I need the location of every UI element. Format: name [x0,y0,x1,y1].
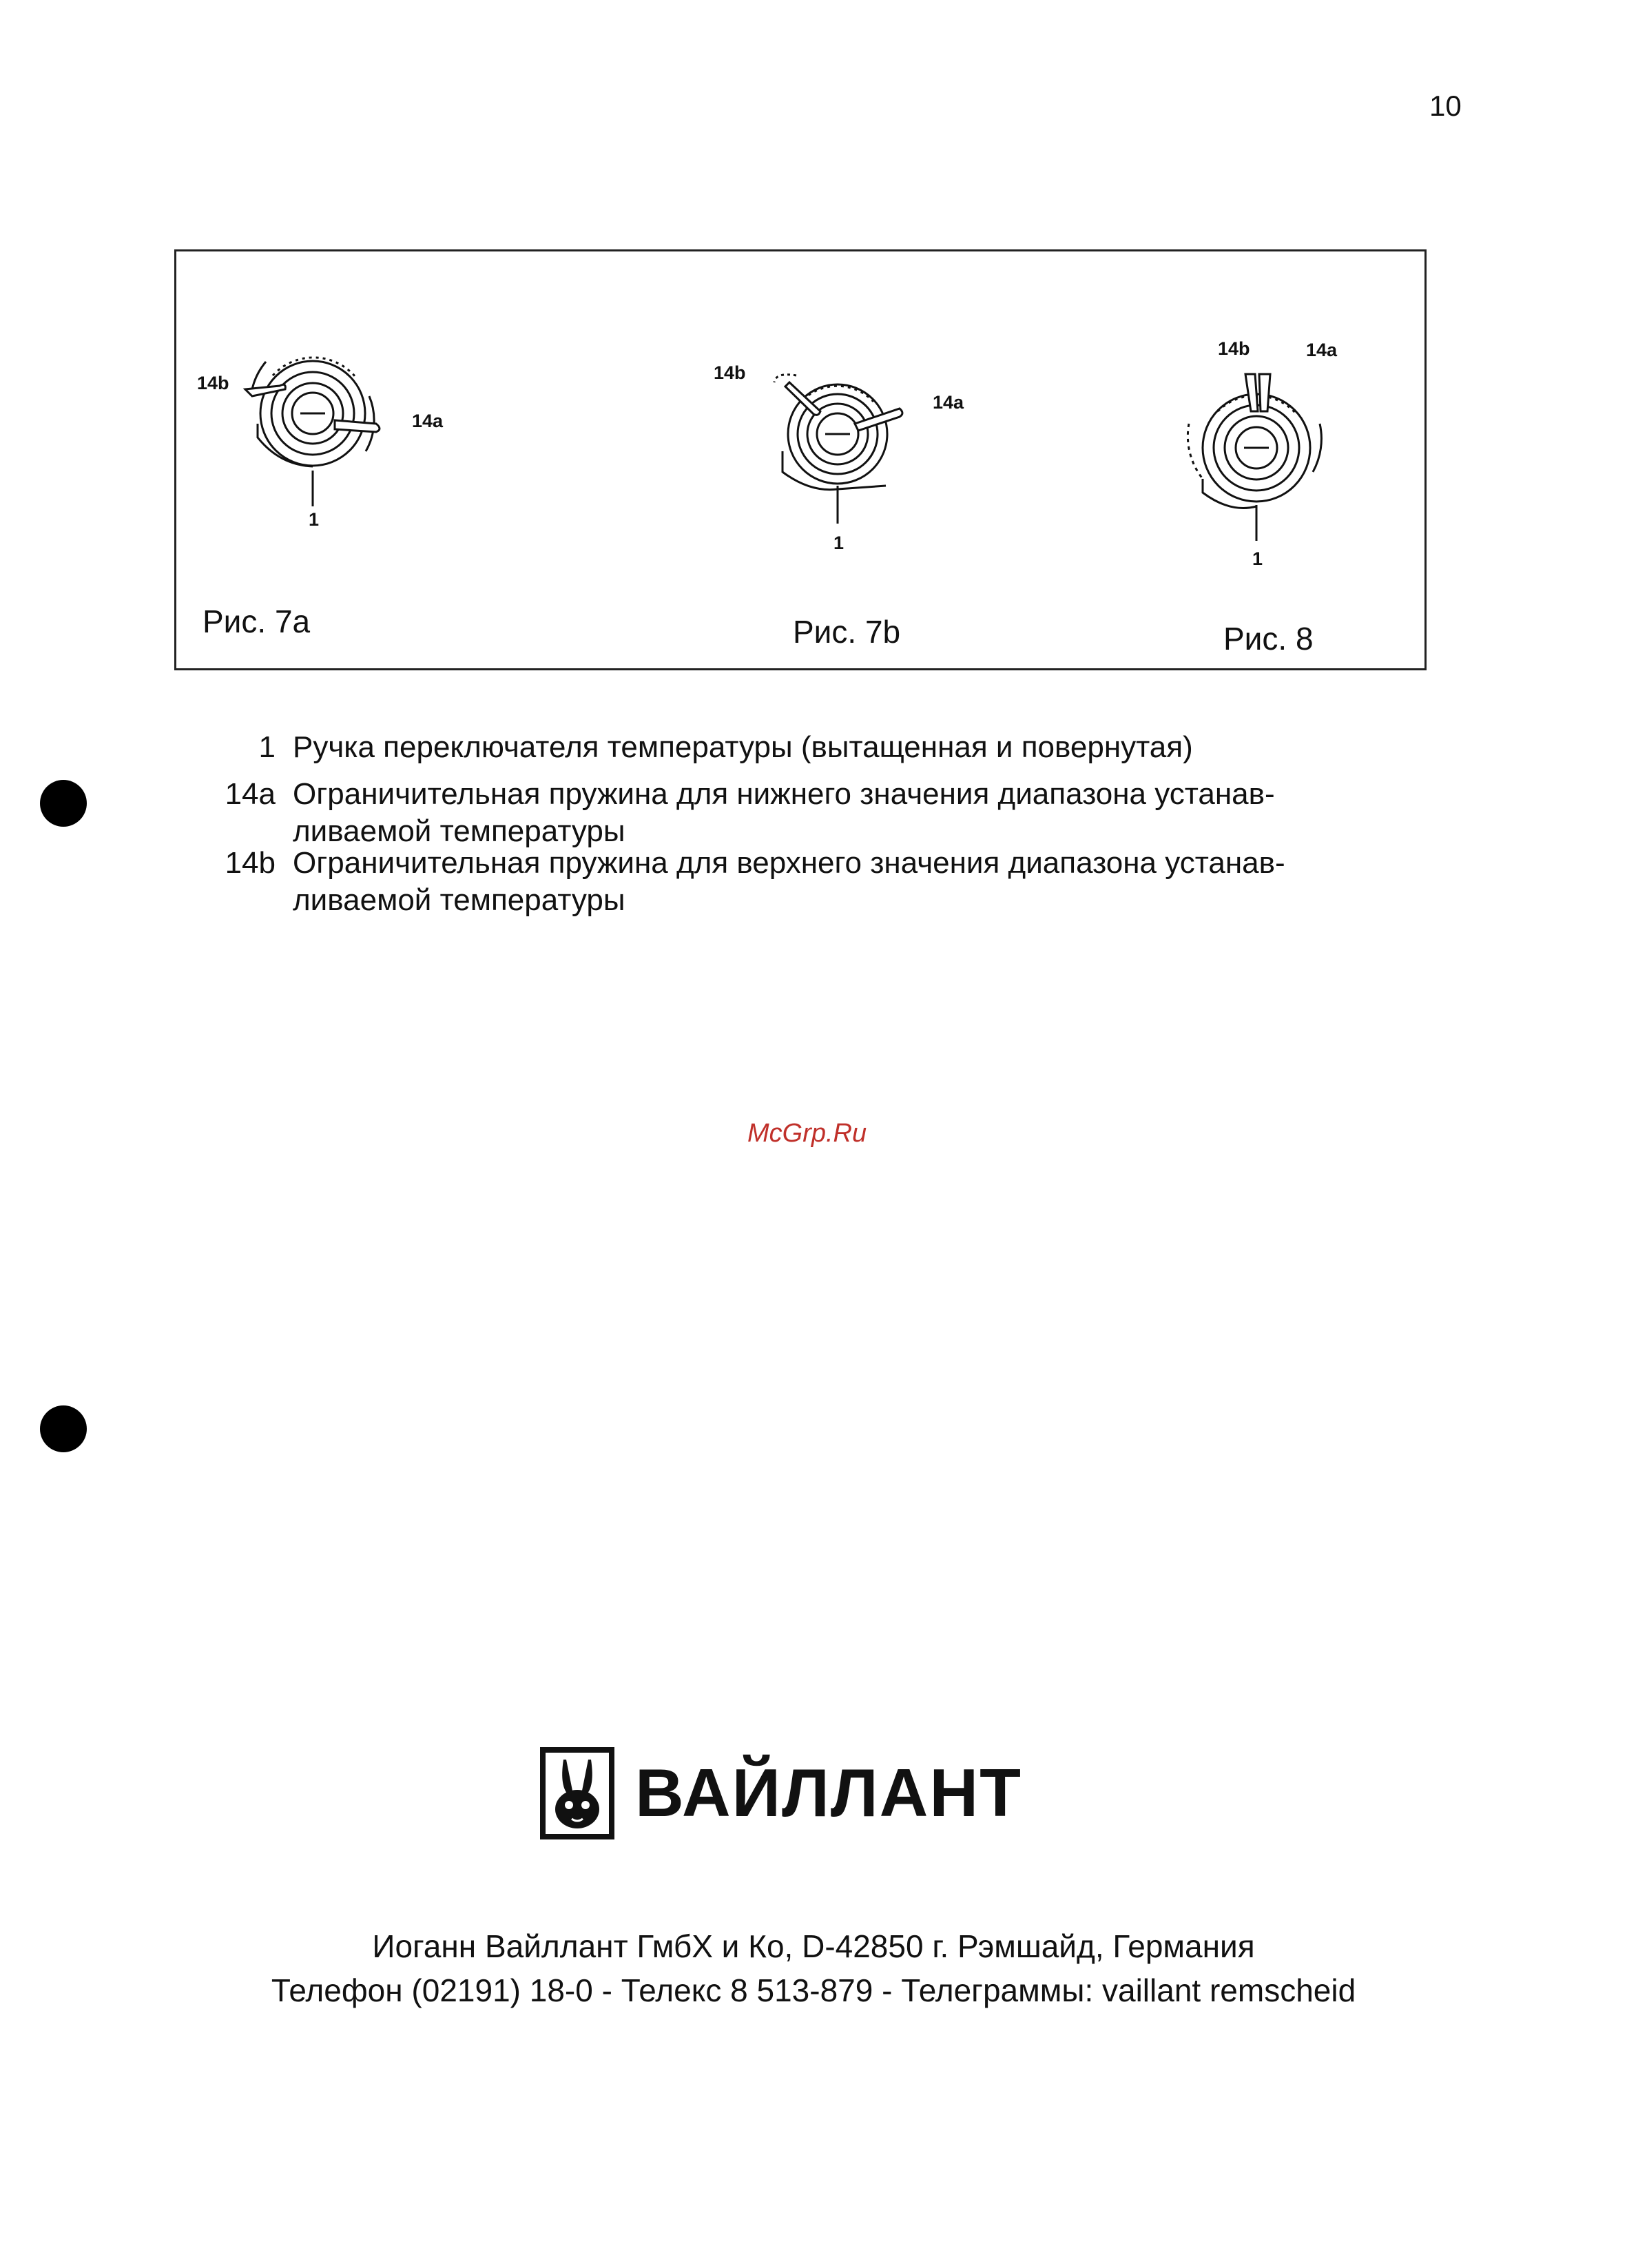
fig7a-label-14a: 14a [412,411,444,431]
fig7a-label-14b: 14b [197,373,229,393]
fig7b-label-14a: 14a [933,392,964,413]
fig8-label-14b: 14b [1218,338,1250,359]
caption-fig-8: Рис. 8 [1223,621,1314,657]
legend-key: 14a [225,777,276,811]
knob-diagram-8 [1188,374,1321,541]
fig7a-label-1: 1 [309,509,320,530]
address-line-2: Телефон (02191) 18-0 - Телекс 8 513-879 - Телеграммы: vaillant remscheid [271,1972,1356,2008]
fig7b-label-1: 1 [833,533,844,553]
caption-fig-7b: Рис. 7b [793,614,901,650]
punch-hole [40,780,87,827]
hare-logo-icon [539,1746,616,1841]
fig8-label-1: 1 [1252,548,1263,569]
fig7b-label-14b: 14b [714,362,746,383]
fig8-label-14a: 14a [1306,340,1338,360]
legend-key: 14b [225,846,276,880]
knob-diagram-7a [245,358,380,506]
address-line-1: Иоганн Вайллант ГмбХ и Ко, D-42850 г. Рэмшайд, Германия [372,1928,1255,1964]
legend-text: Ограничительная пружина для верхнего значения диапазона устанав-ливаемой температуры [293,846,1285,917]
brand-name: ВАЙЛЛАНТ [635,1755,1023,1831]
figure-panel [174,249,1427,670]
legend-key: 1 [258,730,276,764]
watermark: McGrp.Ru [747,1119,867,1148]
legend-text: Ограничительная пружина для нижнего значения диапазона устанав-ливаемой температуры [293,777,1275,848]
figure-drawings [176,251,1429,672]
page-number: 10 [1429,90,1462,122]
punch-hole [40,1405,87,1452]
legend-text: Ручка переключателя температуры (вытащенная и повернутая) [293,730,1193,764]
caption-fig-7a: Рис. 7a [203,604,311,639]
knob-diagram-7b [774,375,902,524]
